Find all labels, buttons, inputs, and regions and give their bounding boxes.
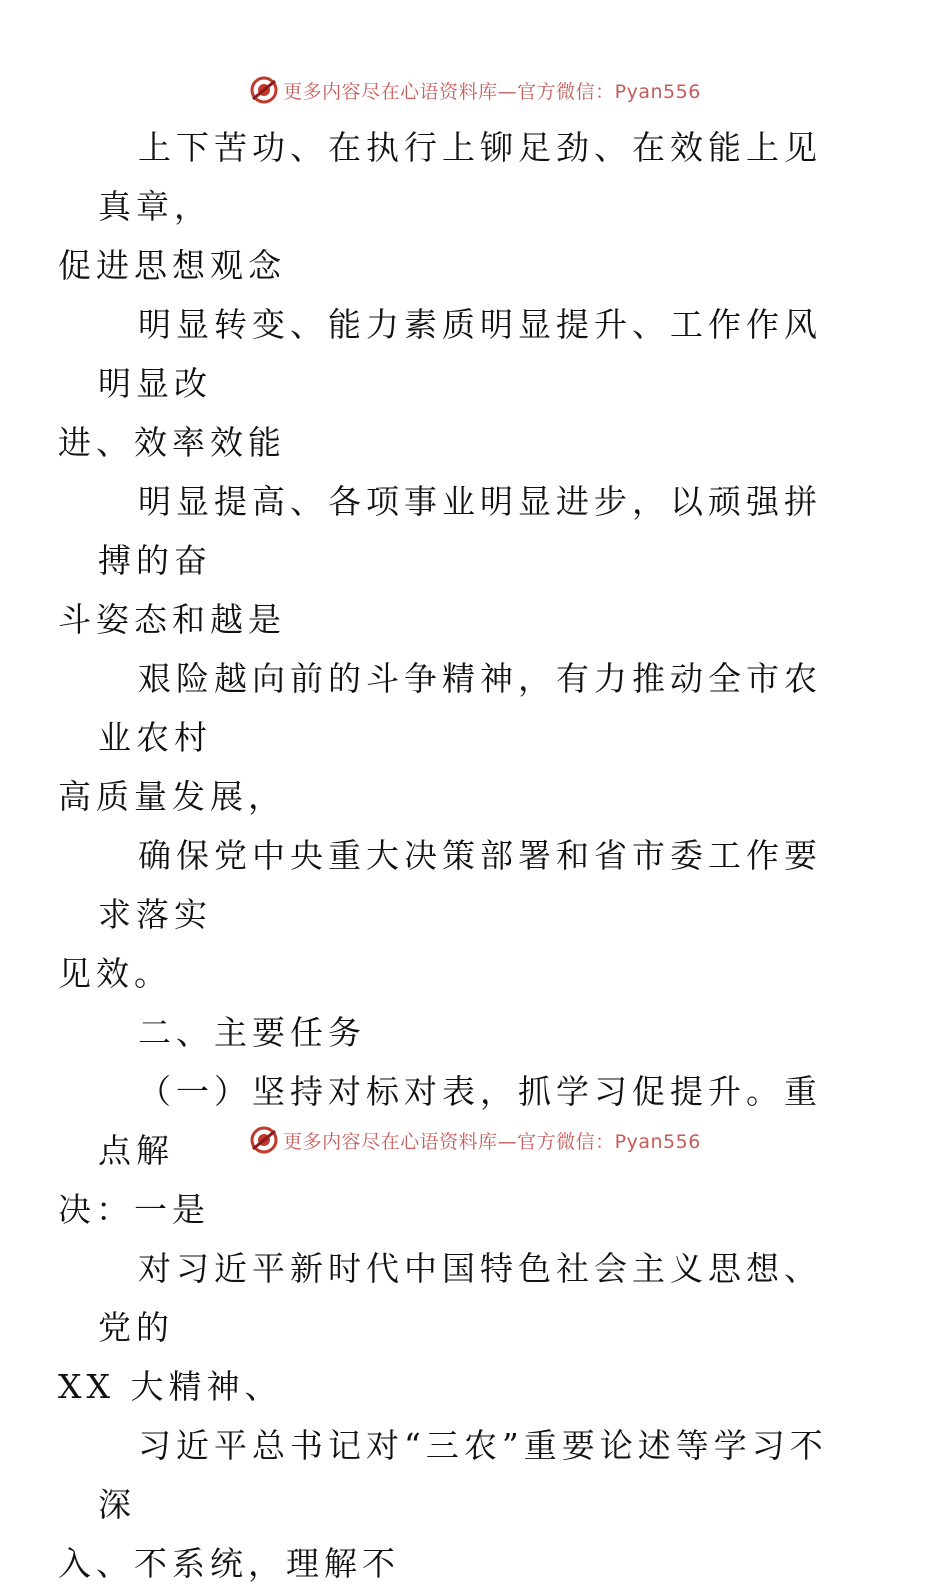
footer-banner xyxy=(0,1120,950,1160)
footer-banner-text: 更多内容尽在心语资料库—官方微信：Pyan556 xyxy=(283,1130,701,1153)
seal-logo-icon xyxy=(249,1125,279,1155)
paragraph-9: 习近平总书记对“三农”重要论述等学习不深 入、不系统，理解不 xyxy=(58,1426,828,1583)
paragraph-2: 明显转变、能力素质明显提升、工作作风明显改 进、效率效能 xyxy=(58,305,822,462)
section-heading: 二、主要任务 xyxy=(138,1013,366,1052)
header-banner xyxy=(0,70,950,110)
seal-logo-icon xyxy=(249,75,279,105)
paragraph-3: 明显提高、各项事业明显进步，以顽强拼搏的奋 斗姿态和越是 xyxy=(58,482,822,639)
paragraph-8: 对习近平新时代中国特色社会主义思想、党的 XX 大精神、 xyxy=(58,1249,822,1406)
document-body xyxy=(58,118,858,1593)
paragraph-1: 上下苦功、在执行上铆足劲、在效能上见真章， 促进思想观念 xyxy=(58,128,822,285)
paragraph-7: （一）坚持对标对表，抓学习促提升。重点解 决：一是 xyxy=(58,1072,822,1229)
paragraph-5: 确保党中央重大决策部署和省市委工作要求落实 见效。 xyxy=(58,836,822,993)
header-banner-text: 更多内容尽在心语资料库—官方微信：Pyan556 xyxy=(283,80,701,103)
paragraph-4: 艰险越向前的斗争精神，有力推动全市农业农村 高质量发展， xyxy=(58,659,822,816)
